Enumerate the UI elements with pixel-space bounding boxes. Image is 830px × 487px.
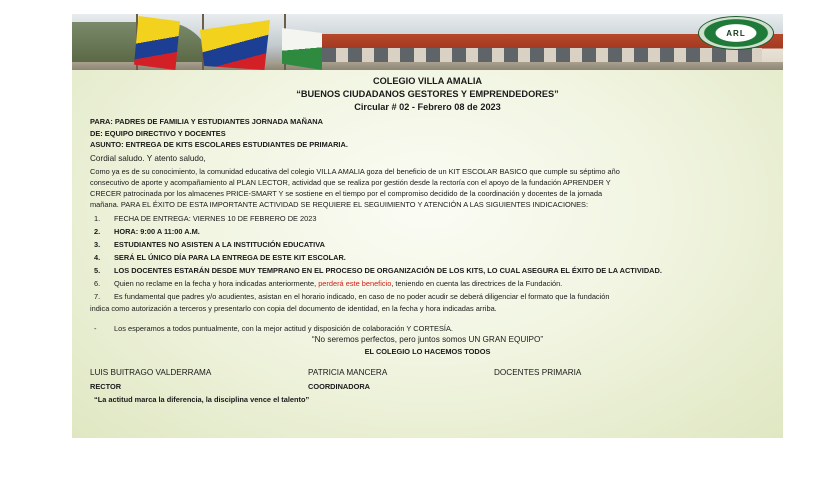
colombia-flag-icon: [200, 20, 270, 70]
signature-name: PATRICIA MANCERA: [308, 368, 388, 377]
circular-number: Circular # 02 - Febrero 08 de 2023: [354, 102, 501, 112]
school-name: COLEGIO VILLA AMALIA: [372, 76, 483, 86]
list-item: 4. SERÁ EL ÚNICO DÍA PARA LA ENTREGA DE ESTE KIT ESCOLAR.: [94, 253, 346, 262]
signature-name: DOCENTES PRIMARIA: [494, 368, 582, 377]
signature-role: COORDINADORA: [308, 382, 370, 391]
team-quote: “No seremos perfectos, pero juntos somos UN GRAN EQUIPO”: [311, 335, 544, 344]
building-windows-graphic: [322, 48, 762, 62]
bogota-flag-icon: [282, 28, 322, 70]
greeting: Cordial saludo. Y atento saludo,: [90, 154, 206, 163]
paragraph-line: mañana. PARA EL ÉXITO DE ESTA IMPORTANTE ACTIVIDAD SE REQUIERE EL SEGUIMIENTO Y ATENCIÓN A LAS SIGUIENTES INDICACIONES:: [90, 200, 589, 209]
signature-role: RECTOR: [90, 382, 122, 391]
ground-graphic: [72, 62, 783, 70]
colombia-flag-icon: [134, 16, 180, 70]
header-banner-photo: [72, 14, 783, 70]
circular-document: [72, 14, 783, 438]
list-item-continuation: indica como autorización a terceros y presentarlo con copia del documento de identidad, en la fecha y hora indicadas arriba.: [90, 304, 497, 313]
team-signoff: EL COLEGIO LO HACEMOS TODOS: [364, 347, 491, 356]
arl-logo: ARL: [698, 16, 774, 50]
list-item: 3. ESTUDIANTES NO ASISTEN A LA INSTITUCIÓN EDUCATIVA: [94, 240, 325, 249]
school-motto: “BUENOS CIUDADANOS GESTORES Y EMPRENDEDORES”: [296, 89, 559, 99]
list-item: 1. FECHA DE ENTREGA: VIERNES 10 DE FEBRERO DE 2023: [94, 214, 317, 223]
footer-quote: “La actitud marca la diferencia, la disciplina vence el talento”: [94, 395, 310, 404]
paragraph-line: consecutivo de aporte y acompañamiento al PLAN LECTOR, actividad que se realiza por gestión desde la rectoría con el apoyo de la fundación APRENDER Y: [90, 178, 611, 187]
list-item: 2. HORA: 9:00 A 11:00 A.M.: [94, 227, 200, 236]
recipients-line: PARA: PADRES DE FAMILIA Y ESTUDIANTES JORNADA MAÑANA: [90, 117, 323, 126]
sender-line: DE: EQUIPO DIRECTIVO Y DOCENTES: [90, 129, 226, 138]
closing-note: - Los esperamos a todos puntualmente, con la mejor actitud y disposición de colaboración Y CORTESÍA.: [94, 324, 453, 333]
signature-name: LUIS BUITRAGO VALDERRAMA: [90, 368, 212, 377]
paragraph-line: Como ya es de su conocimiento, la comunidad educativa del colegio VILLA AMALIA goza del beneficio de un KIT ESCOLAR BASICO que cumple su séptimo año: [90, 167, 620, 176]
list-item: 6. Quien no reclame en la fecha y hora indicadas anteriormente, perderá este beneficio, teniendo en cuenta las directrices de la Fundación.: [94, 279, 563, 288]
list-item: 7. Es fundamental que padres y/o acudientes, asistan en el horario indicado, en caso de no poder acudir se deberá diligenciar el formato que la fundación: [94, 292, 610, 301]
paragraph-line: CRECER patrocinada por los almacenes PRICE-SMART Y se sostiene en el tiempo por el compromiso decidido de la coordinación y docentes de la jornada: [90, 189, 603, 198]
list-item: 5. LOS DOCENTES ESTARÁN DESDE MUY TEMPRANO EN EL PROCESO DE ORGANIZACIÓN DE LOS KITS, LO CUAL ASEGURA EL ÉXITO DE LA ACTIVIDAD.: [94, 266, 662, 275]
highlight-warning: perderá este beneficio: [318, 279, 392, 288]
subject-line: ASUNTO: ENTREGA DE KITS ESCOLARES ESTUDIANTES DE PRIMARIA.: [90, 140, 348, 149]
